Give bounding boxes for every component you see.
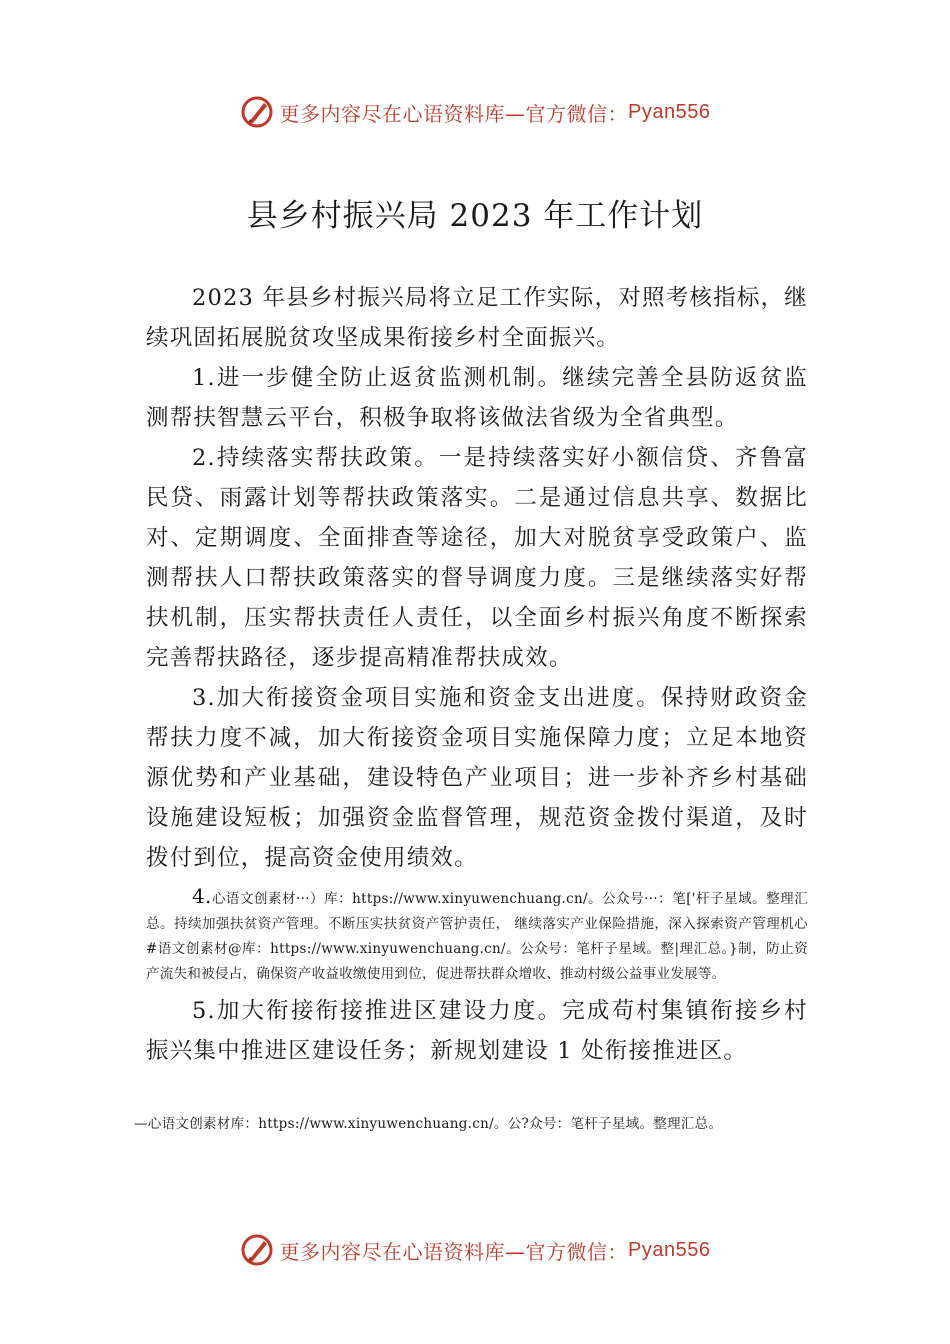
quill-logo-icon <box>240 1233 274 1267</box>
item-4-number: 4. <box>192 884 212 908</box>
paragraph-item-4 <box>146 884 808 987</box>
watermark-text: 更多内容尽在心语资料库—官方微信： <box>279 1239 629 1264</box>
wechat-id: Pyan556 <box>628 1238 711 1261</box>
paragraph-item-2: 2.持续落实帮扶政策。一是持续落实好小额信贷、齐鲁富民贷、雨露计划等帮扶政策落实。二是通过信息共享、数据比对、定期调度、全面排查等途径，加大对脱贫享受政策户、监测帮扶人口帮扶政策落实的督导调度力度。三是继续落实好帮扶机制，压实帮扶责任人责任，以全面乡村振兴角度不断探索完善帮扶路径，逐步提高精准帮扶成效。 <box>146 445 808 671</box>
document-body <box>146 278 808 1071</box>
footer-watermark <box>0 1230 950 1270</box>
quill-logo-icon <box>240 95 274 129</box>
paragraph-item-3: 3.加大衔接资金项目实施和资金支出进度。保持财政资金帮扶力度不减，加大衔接资金项目实施保障力度；立足本地资源优势和产业基础，建设特色产业项目；进一步补齐乡村基础设施建设短板；加强资金监督管理，规范资金拨付渠道，及时拨付到位，提高资金使用绩效。 <box>146 685 808 871</box>
paragraph-intro: 2023 年县乡村振兴局将立足工作实际，对照考核指标，继续巩固拓展脱贫攻坚成果衔接乡村全面振兴。 <box>146 285 808 351</box>
page-title: 县乡村振兴局 2023 年工作计划 <box>246 198 704 234</box>
paragraph-item-5: 5.加大衔接衔接推进区建设力度。完成苟村集镇衔接乡村振兴集中推进区建设任务；新规划建设 1 处衔接推进区。 <box>146 998 808 1064</box>
paragraph-item-1: 1.进一步健全防止返贫监测机制。继续完善全县防返贫监测帮扶智慧云平台，积极争取将该做法省级为全省典型。 <box>146 365 808 431</box>
footnote: —心语文创素材库：https://www.xinyuwenchuang.cn/。公?众号：笔杆子星域。整理汇总。 <box>134 1116 723 1132</box>
watermark-text: 更多内容尽在心语资料库—官方微信： <box>279 101 629 126</box>
item-4-text: 心语文创素材···）库：https://www.xinyuwenchuang.cn/。公众号···：笔['杆子星域。整理汇总。持续加强扶贫资产管理。不断压实扶贫资产管护责任， 继续落实产业保险措施，深入探索资产管理机心#语文创素材@库：https://www.xinyuwenchuang.cn/。公众号：笔杆子星域。整|理汇总。}制，防止资产流失和被侵占，确保资产收益收缴使用到位，促进帮扶群众增收、推动村级公益事业发展等。 <box>146 891 808 982</box>
wechat-id: Pyan556 <box>628 100 711 123</box>
header-watermark <box>0 92 950 132</box>
